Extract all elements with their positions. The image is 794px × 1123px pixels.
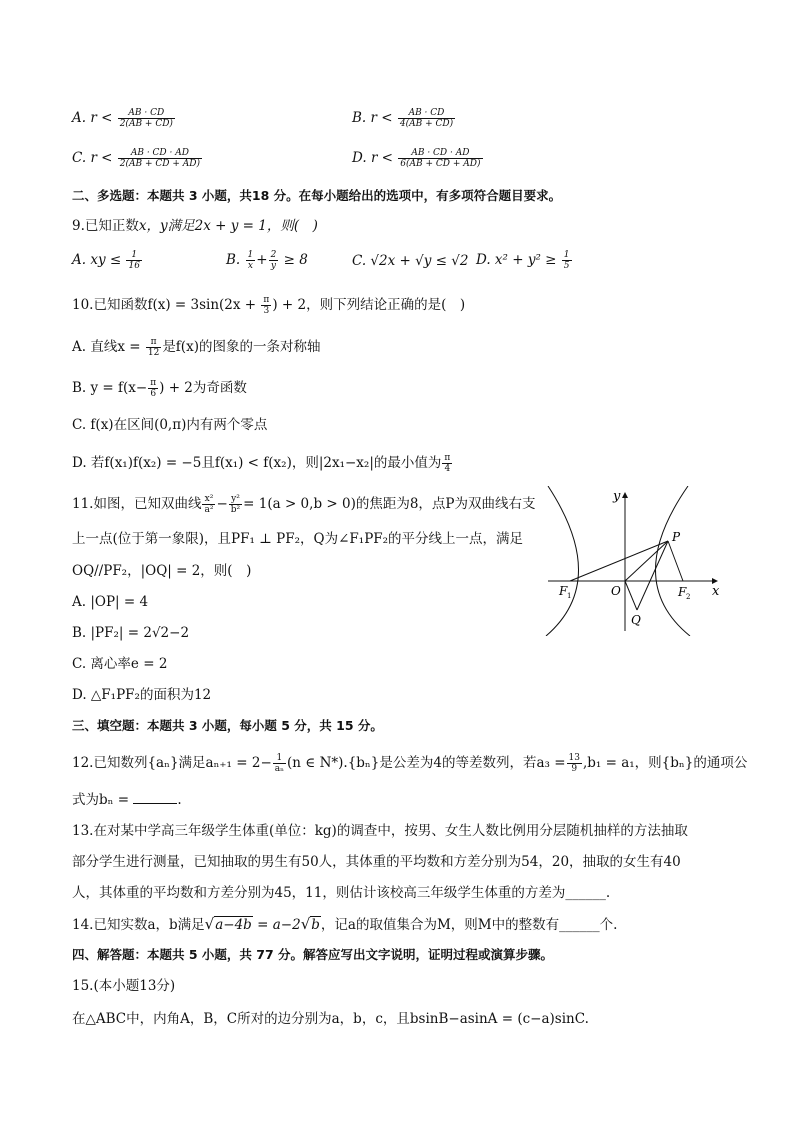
q13-line-2: 部分学生进行测量，已知抽取的男生有50人，其体重的平均数和方差分别为54，20，抽取的女生有40 <box>72 854 681 870</box>
option-lhs: r < <box>90 150 113 166</box>
option-text: B. y = f(x− <box>72 380 148 396</box>
option-text: ) + 2为奇函数 <box>159 380 247 396</box>
frac-den: 2(AB + CD) <box>119 119 173 129</box>
section-2-heading: 二、多选题：本题共 3 小题，共18 分。在每小题给出的选项中，有多项符合题目要求。 <box>72 188 562 203</box>
minus-sign: − <box>216 496 228 512</box>
q11-line-1 <box>72 494 536 515</box>
sqrt-content: b <box>311 917 320 933</box>
q12-line-1 <box>72 753 747 774</box>
q11-line-3: OQ//PF₂，|OQ| = 2，则( ) <box>72 563 252 579</box>
frac-num: 1 <box>126 250 141 261</box>
q14-text: ，记a的取值集合为M，则M中的整数有______个. <box>320 917 618 933</box>
q8-option-d <box>352 148 484 169</box>
hyperbola-left-branch <box>546 486 579 636</box>
frac-num: AB · CD <box>398 108 455 119</box>
q9-stem-b: x，y满足2x + y = 1，则( ) <box>138 218 318 234</box>
frac-den: x <box>247 261 253 271</box>
fraction <box>229 494 242 515</box>
q11-option-c: C. 离心率e = 2 <box>72 656 168 672</box>
frac-num: 1 <box>563 250 570 260</box>
frac-den: 2(AB + CD + AD) <box>119 159 201 169</box>
frac-den: a² <box>204 505 214 515</box>
frac-num: AB · CD <box>118 108 175 119</box>
q12-period: . <box>177 792 182 808</box>
fraction <box>126 250 141 271</box>
q11-text: = 1(a > 0,b > 0)的焦距为8，点P为双曲线右支 <box>243 496 536 512</box>
sqrt-radical-icon: √ <box>204 915 215 933</box>
q10-option-c: C. f(x)在区间(0,π)内有两个零点 <box>72 417 268 433</box>
frac-den: 16 <box>128 261 140 271</box>
sqrt-content: a−4b <box>215 917 252 933</box>
q10-stem <box>72 295 465 316</box>
label-y: y <box>613 489 621 504</box>
q11-option-d: D. △F₁PF₂的面积为12 <box>72 687 212 703</box>
section-4-heading: 四、解答题：本题共 5 小题，共 77 分。解答应写出文字说明，证明过程或演算步骤。 <box>72 947 554 962</box>
q14-text: 14.已知实数a，b满足 <box>72 917 205 933</box>
frac-num: π <box>263 295 270 305</box>
q11-option-a: A. |OP| = 4 <box>72 594 149 610</box>
frac-num: AB · CD · AD <box>118 148 202 159</box>
frac-num: 1 <box>273 753 286 764</box>
answer-blank <box>133 791 177 804</box>
option-lhs: r < <box>370 110 393 126</box>
q9-option-d <box>476 250 573 271</box>
q12-line-2 <box>72 791 182 809</box>
q14-line <box>72 915 617 934</box>
plus-sign: + <box>256 252 268 268</box>
fraction <box>146 337 161 358</box>
q15-body: 在△ABC中，内角A，B，C所对的边分别为a，b，c，且bsinB−asinA = (c−a)sinC. <box>72 1011 589 1027</box>
frac-num: π <box>146 337 161 348</box>
option-lhs: r < <box>90 110 113 126</box>
q13-line-1: 13.在对某中学高三年级学生体重(单位：kg)的调查中，按男、女生人数比例用分层随机抽样的方法抽取 <box>72 823 688 839</box>
label-f1: F <box>559 584 568 598</box>
frac-num: π <box>444 453 451 463</box>
q9-stem <box>72 217 318 235</box>
label-f2: F <box>678 585 687 599</box>
q10-stem-a: 10.已知函数f(x) = 3sin(2x + <box>72 297 257 313</box>
option-label: D. <box>352 150 367 166</box>
q12-text: (n ∈ N*).{bₙ}是公差为4的等差数列，若a₃ = <box>287 755 566 771</box>
fraction <box>398 148 482 169</box>
frac-den: 6 <box>150 389 157 399</box>
fraction <box>273 753 286 774</box>
sqrt-radical-icon: √ <box>300 915 311 933</box>
frac-den: 9 <box>571 764 578 774</box>
option-text: A. xy ≤ <box>72 252 122 268</box>
frac-den: aₙ <box>274 764 285 774</box>
q11-text: 11.如图，已知双曲线 <box>72 496 202 512</box>
frac-num: 2 <box>270 250 277 260</box>
frac-den: 3 <box>263 306 270 316</box>
q12-text: ,b₁ = a₁，则{bₙ}的通项公 <box>582 755 748 771</box>
fraction <box>118 148 202 169</box>
option-text: D. 若f(x₁)f(x₂) = −5且f(x₁) < f(x₂)，则|2x₁−x₂|的最小值为 <box>72 455 442 471</box>
label-o: O <box>611 584 621 598</box>
q8-option-a <box>72 108 176 129</box>
fraction <box>398 108 455 129</box>
fraction <box>567 753 582 774</box>
q9-option-a <box>72 250 143 271</box>
fraction <box>148 378 158 399</box>
fraction <box>261 295 271 316</box>
label-q: Q <box>631 613 641 627</box>
q8-option-b <box>352 108 456 129</box>
segment-o-q <box>625 581 637 610</box>
q11-line-2: 上一点(位于第一象限)，且PF₁ ⊥ PF₂，Q为∠F₁PF₂的平分线上一点，满足 <box>72 531 524 547</box>
fraction <box>202 494 215 515</box>
label-f1-sub: 1 <box>567 592 572 600</box>
option-text: A. 直线x = <box>72 339 141 355</box>
fraction <box>246 250 256 271</box>
segment-p-f2 <box>668 541 683 581</box>
segment-o-p <box>625 541 668 581</box>
fraction <box>269 250 279 271</box>
fraction <box>442 453 452 474</box>
frac-den: 6(AB + CD + AD) <box>400 159 481 169</box>
option-text: 是f(x)的图象的一条对称轴 <box>162 339 321 355</box>
q12-text: 式为bₙ = <box>72 792 130 808</box>
label-f2-sub: 2 <box>686 593 691 601</box>
q10-option-a <box>72 337 320 358</box>
frac-den: 12 <box>147 348 160 358</box>
frac-den: y <box>270 261 276 271</box>
q14-text: = a−2 <box>257 917 301 933</box>
frac-num: y² <box>229 494 242 505</box>
frac-num: 13 <box>568 753 580 763</box>
hyperbola-right-branch <box>655 486 690 636</box>
q13-line-3: 人，其体重的平均数和方差分别为45，11，则估计该校高三年级学生体重的方差为______. <box>72 885 611 901</box>
q8-option-c <box>72 148 203 169</box>
option-text: ≥ 8 <box>283 252 308 268</box>
option-text: D. x² + y² ≥ <box>476 252 557 268</box>
frac-num: x² <box>202 494 215 505</box>
q12-text: 12.已知数列{aₙ}满足aₙ₊₁ = 2− <box>72 755 272 771</box>
segment-f1-p <box>570 541 668 581</box>
q10-stem-b: ) + 2，则下列结论正确的是( ) <box>272 297 466 313</box>
option-lhs: r < <box>370 150 393 166</box>
q15-title: 15.(本小题13分) <box>72 978 176 994</box>
fraction <box>562 250 572 271</box>
option-label: B. <box>352 110 367 126</box>
option-label: B. <box>226 252 241 268</box>
q11-option-b: B. |PF₂| = 2√2−2 <box>72 625 190 641</box>
label-p: P <box>672 530 681 544</box>
section-3-heading: 三、填空题：本题共 3 小题，每小题 5 分，共 15 分。 <box>72 718 383 733</box>
frac-den: 5 <box>563 261 570 271</box>
frac-num: π <box>150 378 157 388</box>
frac-den: 4 <box>444 464 451 474</box>
q9-stem-a: 9.已知正数 <box>72 218 139 234</box>
fraction <box>118 108 175 129</box>
frac-num: AB · CD · AD <box>398 148 482 159</box>
option-label: C. <box>72 150 87 166</box>
frac-num: 1 <box>247 250 254 260</box>
frac-den: b² <box>230 505 241 515</box>
label-x: x <box>712 584 720 599</box>
frac-den: 4(AB + CD) <box>399 119 454 129</box>
q10-option-d <box>72 453 453 474</box>
option-label: A. <box>72 110 87 126</box>
q9-option-b <box>226 250 308 271</box>
q9-option-c: C. √2x + √y ≤ √2 <box>352 253 469 269</box>
y-axis-arrow-icon <box>622 492 628 498</box>
hyperbola-figure <box>540 486 730 636</box>
q10-option-b <box>72 378 247 399</box>
